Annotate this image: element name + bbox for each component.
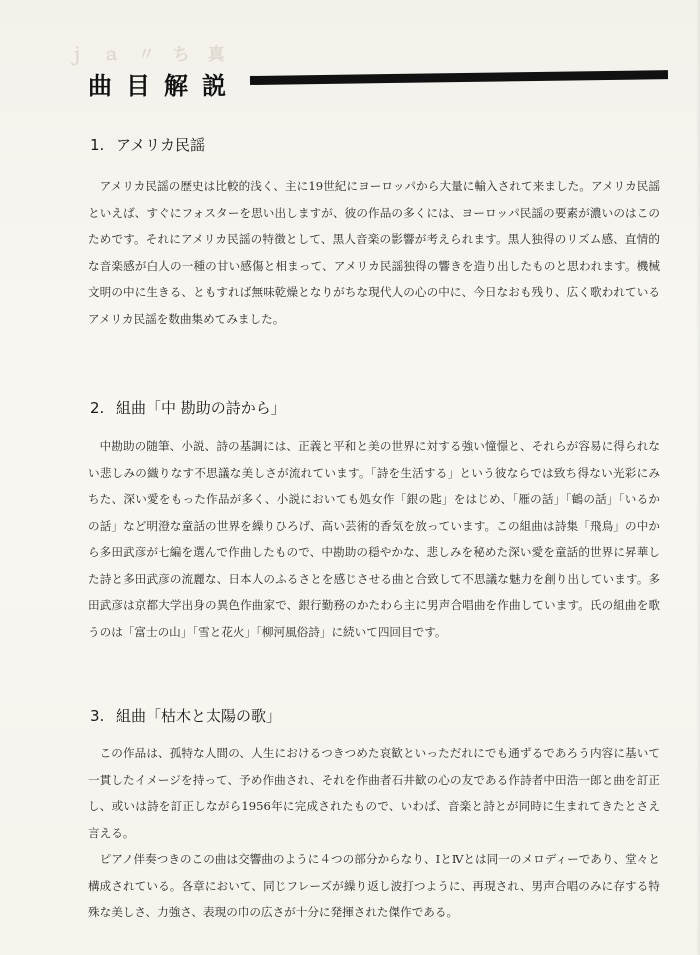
section-heading-1 xyxy=(90,134,205,155)
section-body-1 xyxy=(88,173,660,332)
section-body-3 xyxy=(88,740,660,926)
bleed-through-text: ｊ ａ 〃 ち 真 xyxy=(68,45,231,65)
title-rule xyxy=(250,70,668,85)
section-number: 2. xyxy=(90,399,105,417)
section-heading-3 xyxy=(90,705,281,726)
paragraph: アメリカ民謡の歴史は比較的浅く、主に19世紀にヨーロッパから大量に輸入されて来ました。アメリカ民謡といえば、すぐにフォスターを思い出しますが、彼の作品の多くには、ヨーロッパ民謡の要素が濃いのはこのためです。それにアメリカ民謡の特徴として、黒人音楽の影響が考えられます。黒人独得のリズム感、直情的な音楽感が白人の一種の甘い感傷と相まって、アメリカ民謡独得の響きを造り出したものと思われます。機械文明の中に生きる、ともすれば無味乾燥となりがちな現代人の心の中に、今日なおも残り、広く歌われているアメリカ民謡を数曲集めてみました。 xyxy=(88,179,660,326)
page-title: 曲目解説 xyxy=(88,72,240,100)
paragraph: この作品は、孤特な人間の、人生におけるつきつめた哀歓といっただれにでも通ずるであろう内容に基いて一貫したイメージを持って、予め作曲され、それを作曲者石井歓の心の友である作詩者中田浩一郎と曲を訂正し、或いは詩を訂正しながら1956年に完成されたもので、いわば、音楽と詩とが同時に生まれてきたとさえ言える。 xyxy=(88,746,660,840)
paragraph: ピアノ伴奏つきのこの曲は交響曲のように４つの部分からなり、ⅠとⅣとは同一のメロディーであり、堂々と構成されている。各章において、同じフレーズが繰り返し波打つように、再現され、男声合唱のみに存する特殊な美しさ、力強さ、表現の巾の広さが十分に発揮された傑作である。 xyxy=(88,852,660,919)
page-edge-shadow xyxy=(696,0,700,955)
section-number: 1. xyxy=(90,136,105,154)
section-title: アメリカ民謡 xyxy=(116,136,205,154)
paragraph: 中勘助の随筆、小説、詩の基調には、正義と平和と美の世界に対する強い憧憬と、それらが容易に得られない悲しみの織りなす不思議な美しさが流れています。「詩を生活する」という彼ならでは致ち得ない光彩にみちた、深い愛をもった作品が多く、小説においても処女作「銀の匙」をはじめ、「雁の話」「鶴の話」「いるかの話」など明澄な童話の世界を繰りひろげ、高い芸術的香気を放っています。この組曲は詩集「飛鳥」の中から多田武彦が七編を選んで作曲したもので、中勘助の穏やかな、悲しみを秘めた深い愛を童話的世界に昇華した詩と多田武彦の流麗な、日本人のふるさとを感じさせる曲と合致して不思議な魅力を創り出しています。多田武彦は京都大学出身の異色作曲家で、銀行勤務のかたわら主に男声合唱曲を作曲しています。氏の組曲を歌うのは「富士の山」「雪と花火」「柳河風俗詩」に続いて四回目です。 xyxy=(88,439,660,639)
section-heading-2 xyxy=(90,397,286,418)
section-title: 組曲「中 勘助の詩から」 xyxy=(116,399,286,417)
section-body-2 xyxy=(88,433,660,645)
section-number: 3. xyxy=(90,707,105,725)
section-title: 組曲「枯木と太陽の歌」 xyxy=(116,707,282,725)
page-header xyxy=(88,66,688,106)
